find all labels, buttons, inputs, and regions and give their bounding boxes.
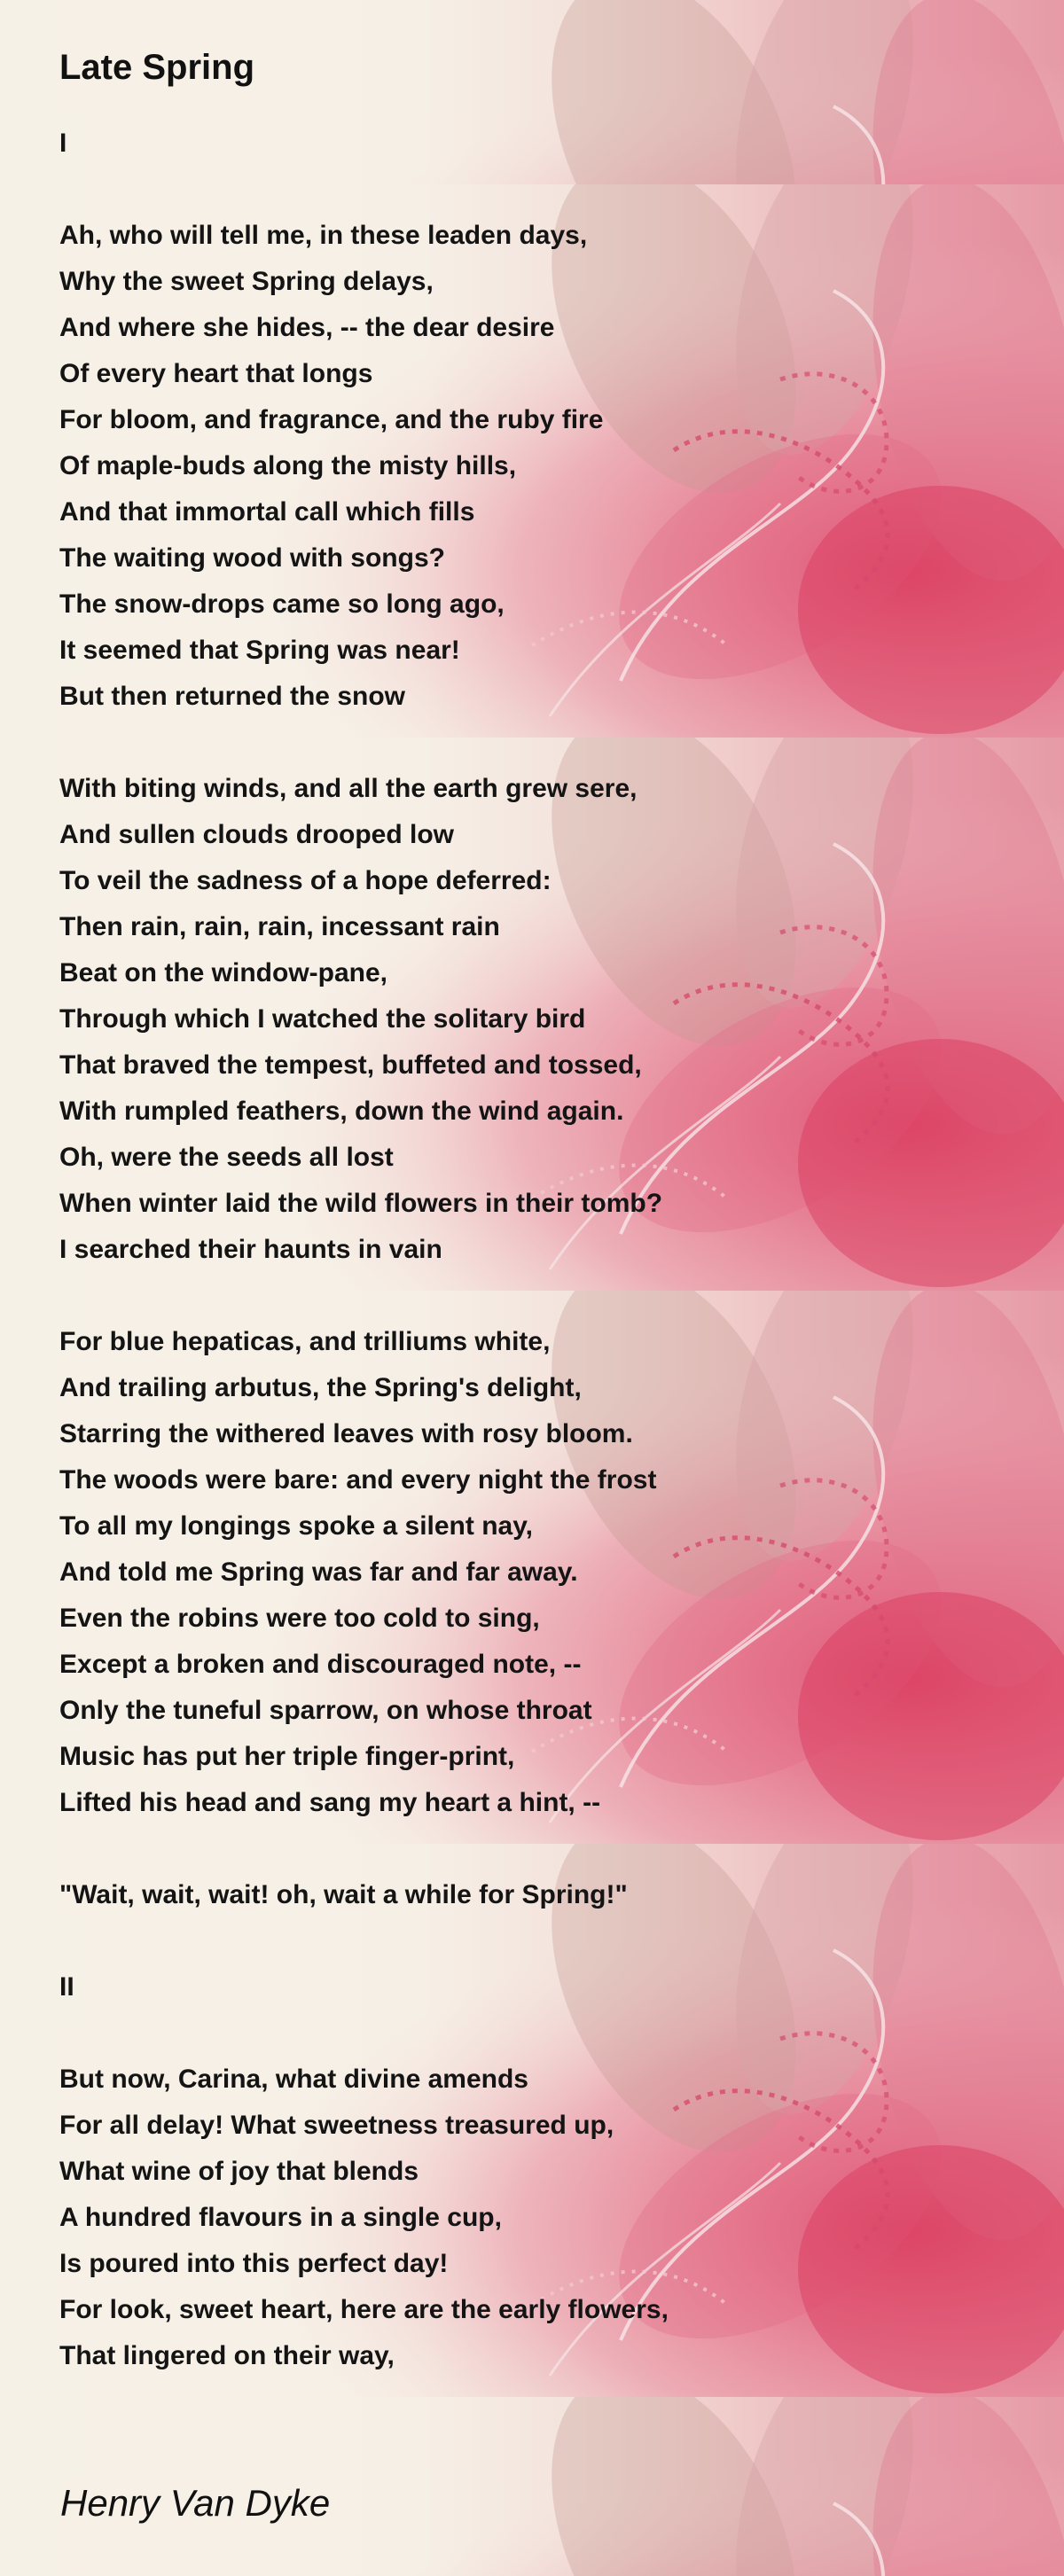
poem-line: But now, Carina, what divine amends (59, 2065, 528, 2094)
poem-lines (59, 121, 999, 2379)
poem-line: The woods were bare: and every night the frost (59, 1465, 657, 1495)
poem-line: Ah, who will tell me, in these leaden days, (59, 221, 588, 250)
poem-line: I (59, 129, 67, 158)
poem-line: Starring the withered leaves with rosy bloom. (59, 1419, 633, 1448)
poem-line: Oh, were the seeds all lost (59, 1143, 394, 1172)
poem-line: For look, sweet heart, here are the early flowers, (59, 2295, 669, 2324)
poem-line: Except a broken and discouraged note, -- (59, 1650, 582, 1679)
poem-line: What wine of joy that blends (59, 2157, 419, 2186)
poem-line: Only the tuneful sparrow, on whose throat (59, 1696, 592, 1725)
poem-line: Even the robins were too cold to sing, (59, 1604, 540, 1633)
stanza-break (59, 2010, 999, 2057)
poem-line: Of maple-buds along the misty hills, (59, 451, 517, 480)
poem-body (59, 41, 999, 2379)
poem-line: To all my longings spoke a silent nay, (59, 1511, 534, 1541)
stanza-break (59, 1826, 999, 1872)
poem-line: With rumpled feathers, down the wind again. (59, 1097, 624, 1126)
stanza-break (59, 1273, 999, 1319)
poem-line: To veil the sadness of a hope deferred: (59, 866, 552, 895)
poem-line: And sullen clouds drooped low (59, 820, 455, 849)
stanza-break (59, 720, 999, 766)
poem-line: The snow-drops came so long ago, (59, 589, 505, 619)
poem-line: But then returned the snow (59, 682, 405, 711)
poem-title: Late Spring (59, 48, 255, 87)
poem-line: And where she hides, -- the dear desire (59, 313, 555, 342)
poem-line: For bloom, and fragrance, and the ruby fire (59, 405, 604, 434)
poem-line: And trailing arbutus, the Spring's delight, (59, 1373, 582, 1402)
poem-line: Why the sweet Spring delays, (59, 267, 434, 296)
poem-line: That lingered on their way, (59, 2341, 395, 2370)
poem-line: The waiting wood with songs? (59, 543, 445, 573)
poem-line: I searched their haunts in vain (59, 1235, 442, 1264)
poem-line: For all delay! What sweetness treasured up, (59, 2111, 614, 2140)
poem-line: That braved the tempest, buffeted and tossed, (59, 1050, 642, 1080)
poem-line: A hundred flavours in a single cup, (59, 2203, 502, 2232)
stanza-break (59, 1918, 999, 1964)
poem-line: Then rain, rain, rain, incessant rain (59, 912, 500, 941)
poem-line: Music has put her triple finger-print, (59, 1742, 515, 1771)
stanza-break (59, 167, 999, 213)
poem-line: It seemed that Spring was near! (59, 636, 460, 665)
poem-line: II (59, 1972, 74, 2002)
poem-line: With biting winds, and all the earth grew sere, (59, 774, 638, 803)
poem-line: And that immortal call which fills (59, 497, 475, 527)
poem-line: For blue hepaticas, and trilliums white, (59, 1327, 551, 1356)
poem-line: Beat on the window-pane, (59, 958, 388, 987)
poem-line: Of every heart that longs (59, 359, 373, 388)
poem-line: Through which I watched the solitary bird (59, 1004, 586, 1034)
poem-line: Lifted his head and sang my heart a hint, -- (59, 1788, 601, 1817)
poem-line: When winter laid the wild flowers in their tomb? (59, 1189, 663, 1218)
poem-line: Is poured into this perfect day! (59, 2249, 449, 2278)
poem-author: Henry Van Dyke (60, 2482, 331, 2524)
poem-line: "Wait, wait, wait! oh, wait a while for Spring!" (59, 1880, 628, 1909)
poem-line: And told me Spring was far and far away. (59, 1557, 578, 1587)
